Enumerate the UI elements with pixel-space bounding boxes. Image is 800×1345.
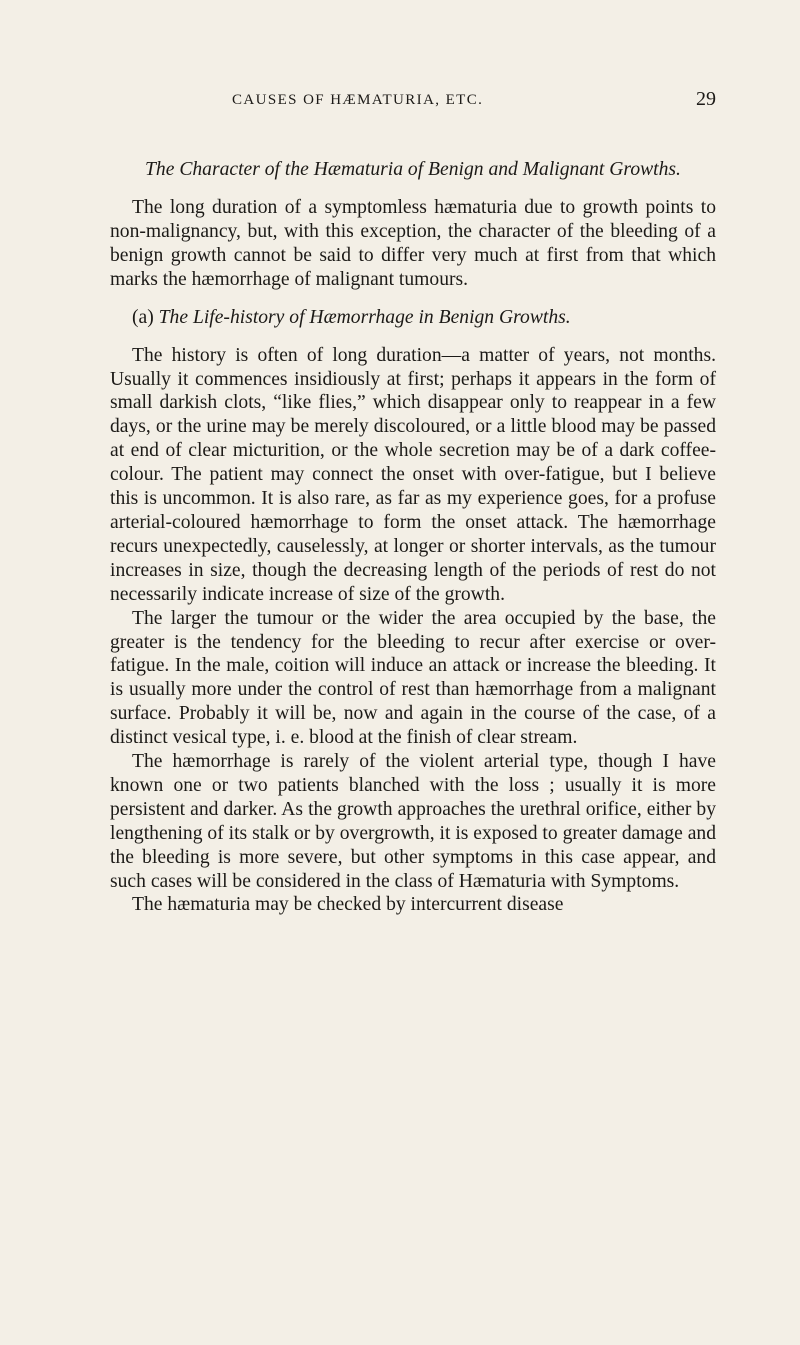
running-title: CAUSES OF HÆMATURIA, ETC. xyxy=(232,92,484,108)
book-page xyxy=(110,0,716,1345)
page-number: 29 xyxy=(696,88,716,110)
subheading-label: (a) xyxy=(132,306,154,328)
subheading-title: The Life-history of Hæmorrhage in Benign Growths. xyxy=(158,306,571,328)
body-text xyxy=(110,158,716,917)
paragraph-2: The history is often of long duration—a matter of years, not months. Usually it commences insidiously at first; perhaps it appears in the form of small darkish clots, “like flies,” which disappear only to reappear in a few days, or the urine may be merely discoloured, or a little blood may be passed at end of clear micturition, or the whole secretion may be of a dark coffee-colour. The patient may connect the onset with over-fatigue, but I believe this is uncommon. It is also rare, as far as my experience goes, for a profuse arterial-coloured hæmorrhage to form the onset attack. The hæmorrhage recurs unexpectedly, causelessly, at longer or shorter intervals, as the tumour increases in size, though the decreasing length of the periods of rest do not necessarily indicate increase of size of the growth. xyxy=(110,344,716,605)
paragraph-4: The hæmorrhage is rarely of the violent arterial type, though I have known one or two patients blanched with the loss ; usually it is more persistent and darker. As the growth approaches the urethral orifice, either by lengthening of its stalk or by overgrowth, it is exposed to greater damage and the bleeding is more severe, but other symptoms in this case appear, and such cases will be considered in the class of Hæmaturia with Symptoms. xyxy=(110,751,716,892)
subheading xyxy=(110,306,716,330)
paragraph-1: The long duration of a symptomless hæmaturia due to growth points to non-malignancy, but, with this exception, the character of the bleeding of a benign growth cannot be said to differ very much at first from that which marks the hæmorrhage of malignant tumours. xyxy=(110,197,716,290)
paragraph-5: The hæmaturia may be checked by intercurrent disease xyxy=(132,894,564,916)
section-title: The Character of the Hæmaturia of Benign and Malignant Growths. xyxy=(145,159,681,180)
paragraph-3: The larger the tumour or the wider the area occupied by the base, the greater is the tendency for the bleeding to recur after exercise or over-fatigue. In the male, coition will induce an attack or increase the bleeding. It is usually more under the control of rest than hæmorrhage from a malignant surface. Probably it will be, now and again in the course of the case, of a distinct vesical type, i. e. blood at the finish of clear stream. xyxy=(110,607,716,749)
running-header xyxy=(110,88,716,116)
